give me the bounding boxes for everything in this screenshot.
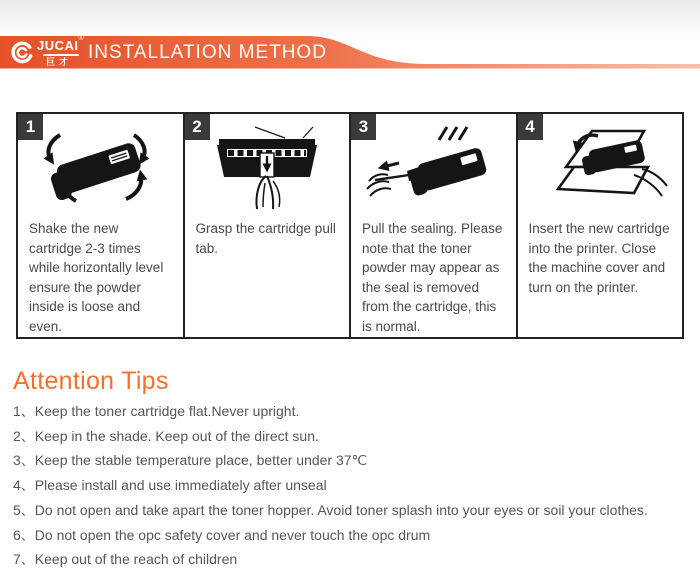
page-title: INSTALLATION METHOD xyxy=(88,42,327,63)
step-1-text: Shake the new cartridge 2-3 times while horizontally level ensure the powder inside is loose and even. xyxy=(29,221,164,334)
brand-name: JUCAI xyxy=(37,38,79,53)
brand-logo xyxy=(10,35,84,67)
attention-tip-3: 3、Keep the stable temperature place, better under 37℃ xyxy=(13,452,368,469)
step-3-text: Pull the sealing. Please note that the toner powder may appear as the seal is removed from the cartridge, this is normal. xyxy=(362,221,503,334)
top-gradient xyxy=(0,0,700,36)
attention-tip-2: 2、Keep in the shade. Keep out of the direct sun. xyxy=(13,427,319,444)
jucai-swirl-icon xyxy=(10,40,35,65)
step-3 xyxy=(349,114,516,337)
step-1 xyxy=(18,114,183,337)
installation-steps-grid xyxy=(16,112,684,339)
attention-tips-list xyxy=(13,399,648,572)
attention-tip-6: 6、Do not open the opc safety cover and never touch the opc drum xyxy=(13,526,431,543)
step-1-number-badge: 1 xyxy=(18,114,43,140)
step-2-text: Grasp the cartridge pull tab. xyxy=(195,221,336,256)
step-3-number-badge: 3 xyxy=(351,114,376,140)
attention-tips-title: Attention Tips xyxy=(13,367,169,395)
attention-tip-1: 1、Keep the toner cartridge flat.Never upright. xyxy=(13,403,300,419)
header-banner xyxy=(0,36,700,69)
step-4-text: Insert the new cartridge into the printer. Close the machine cover and turn on the printer. xyxy=(528,221,670,295)
attention-tip-5: 5、Do not open and take apart the toner hopper. Avoid toner splash into your eyes or soil your clothes. xyxy=(13,501,648,518)
step-2-number-badge: 2 xyxy=(185,114,210,140)
attention-tip-4: 4、Please install and use immediately after unseal xyxy=(13,477,327,494)
attention-tip-7: 7、Keep out of the reach of children xyxy=(13,551,238,568)
registered-mark: ® xyxy=(78,35,84,42)
logo-underline xyxy=(43,54,79,56)
step-4 xyxy=(516,114,683,337)
step-2 xyxy=(183,114,350,337)
brand-name-chinese: 巨才 xyxy=(46,57,73,67)
step-4-number-badge: 4 xyxy=(518,114,543,140)
